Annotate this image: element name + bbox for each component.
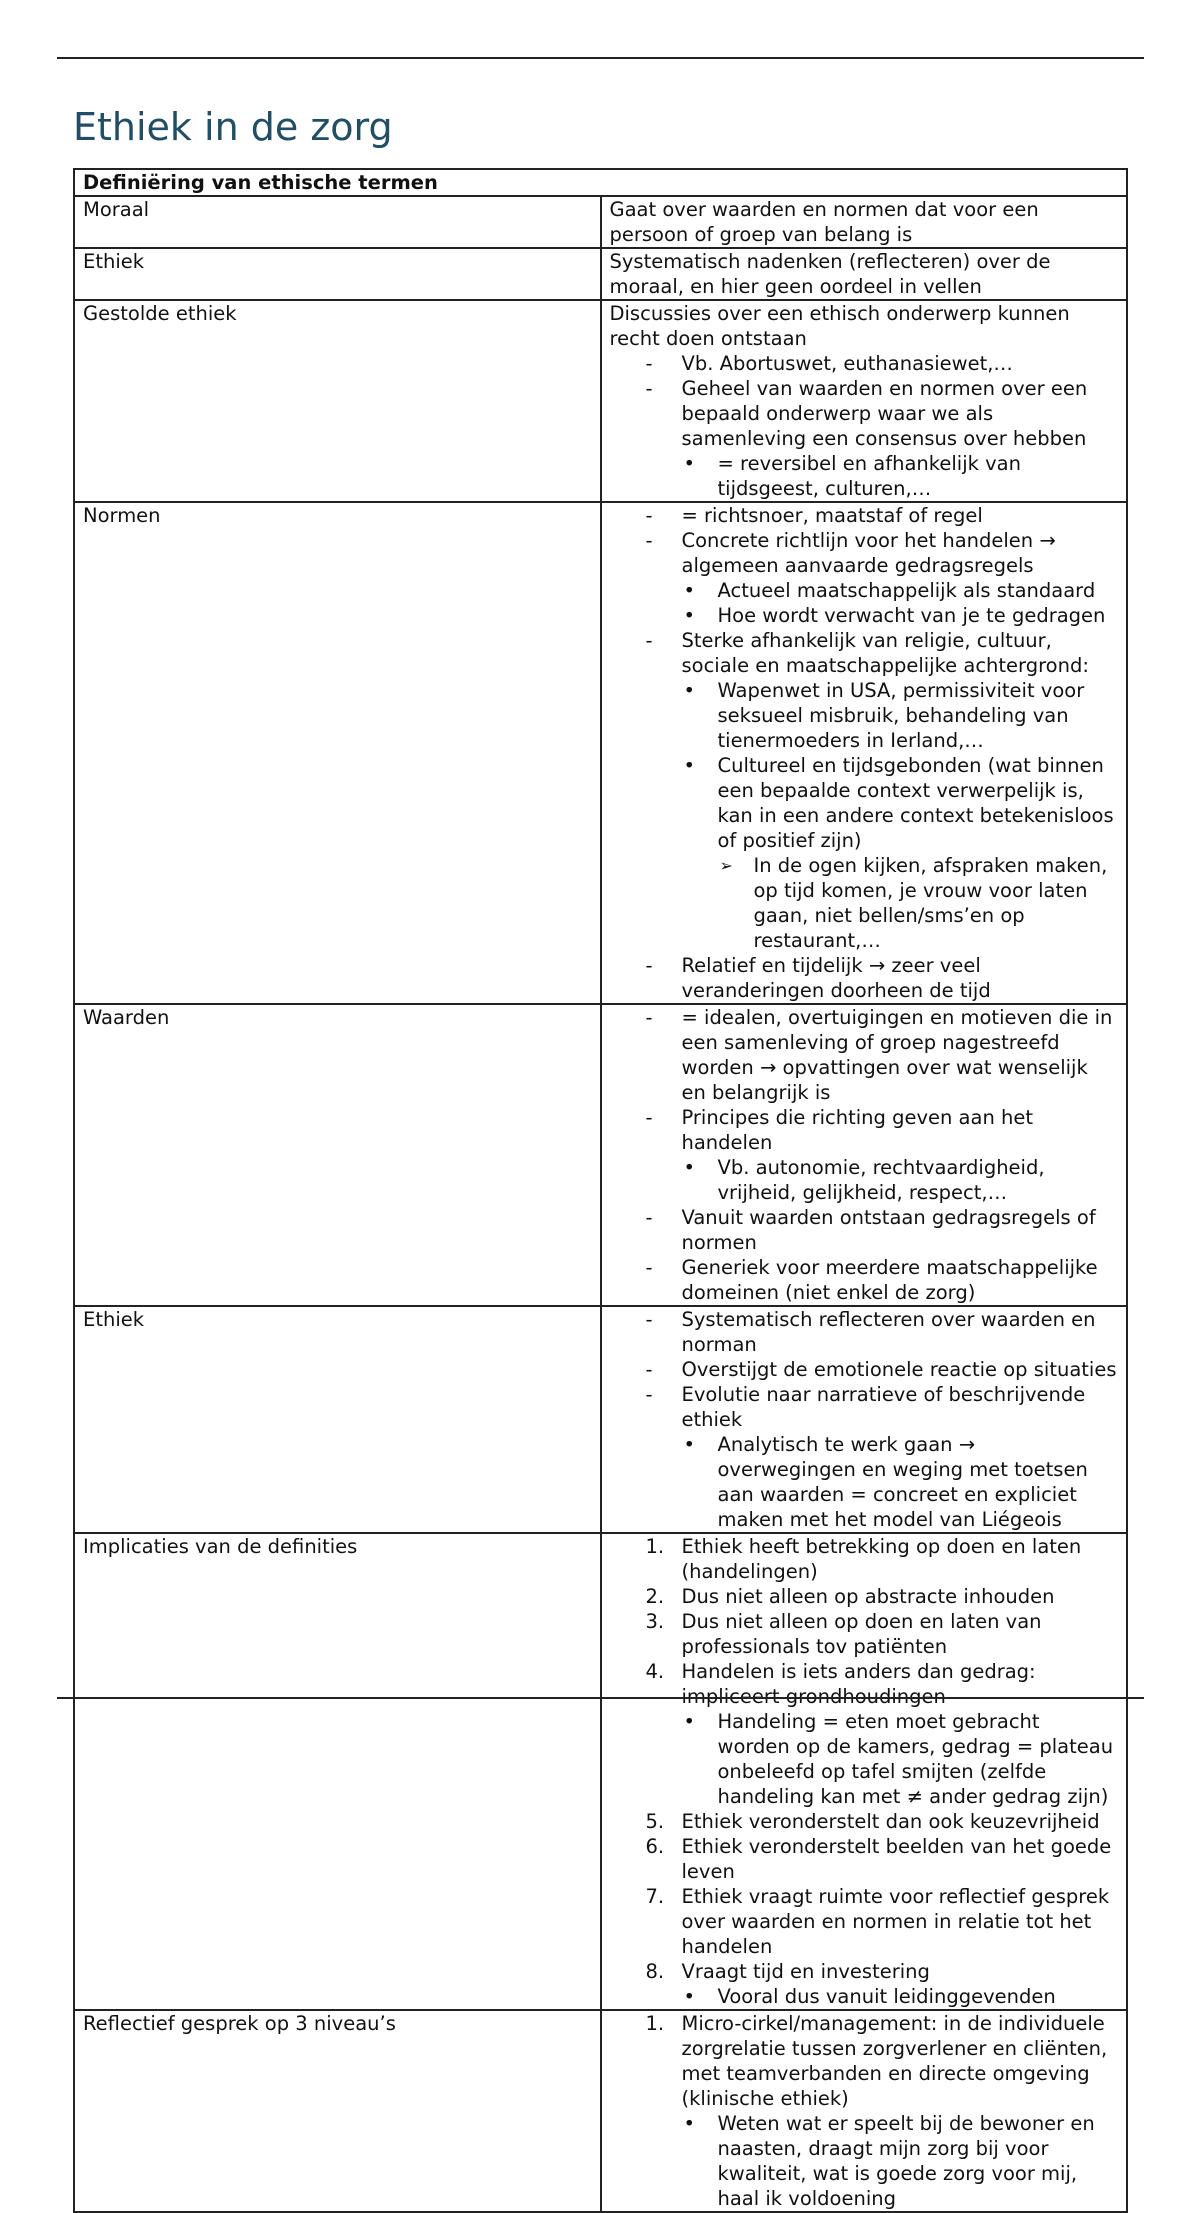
table-header-row [74, 169, 1127, 196]
bullet-list [682, 678, 1119, 953]
list-item: - Relatief en tijdelijk → zeer veel veranderingen doorheen de tijd [682, 953, 1119, 1003]
list-item: - = idealen, overtuigingen en motieven die in een samenleving of groep nagestreefd worden → opvattingen over wat wenselijk en belangrijk is [682, 1005, 1119, 1105]
list-item: - Vb. Abortuswet, euthanasiewet,… [682, 351, 1119, 376]
definition-cell [601, 1533, 1128, 2010]
list-item-text: Vraagt tijd en investering [681, 1960, 930, 1983]
arrow-list [718, 853, 1119, 953]
list-item [682, 2011, 1119, 2211]
list-item: - Overstijgt de emotionele reactie op situaties [682, 1357, 1119, 1382]
definition-cell [601, 1004, 1128, 1306]
bullet-list [682, 1984, 1119, 2009]
term-cell: Normen [74, 502, 601, 1004]
term-cell: Moraal [74, 196, 601, 248]
list-item-text: Cultureel en tijdsgebonden (wat binnen een bepaalde context verwerpelijk is, kan in een andere context betekenisloos of positief zijn) [717, 754, 1114, 852]
list-item [682, 1105, 1119, 1205]
list-item: • Vb. autonomie, rechtvaardigheid, vrijheid, gelijkheid, respect,… [718, 1155, 1119, 1205]
list-item: • Wapenwet in USA, permissiviteit voor seksueel misbruik, behandeling van tienermoeders in Ierland,… [718, 678, 1119, 753]
list-item: Dus niet alleen op abstracte inhouden [681, 1585, 1055, 1608]
list-item-text: Evolutie naar narratieve of beschrijvende ethiek [681, 1383, 1086, 1431]
list-item: - Systematisch reflecteren over waarden en norman [682, 1307, 1119, 1357]
list-item: - Vanuit waarden ontstaan gedragsregels of normen [682, 1205, 1119, 1255]
bullet-list [682, 1709, 1119, 1809]
list-item: - Generiek voor meerdere maatschappelijke domeinen (niet enkel de zorg) [682, 1255, 1119, 1305]
bullet-list [682, 578, 1119, 628]
list-item-text: Principes die richting geven aan het handelen [681, 1106, 1034, 1154]
list-item: Ethiek heeft betrekking op doen en laten (handelingen) [681, 1535, 1082, 1583]
definition-cell [601, 2010, 1128, 2212]
list-item: Ethiek veronderstelt beelden van het goede leven [681, 1835, 1112, 1883]
list-item [682, 628, 1119, 953]
table-row-ethiek-2 [74, 1306, 1127, 1533]
bullet-list [682, 1155, 1119, 1205]
list-item: • Weten wat er speelt bij de bewoner en naasten, draagt mijn zorg bij voor kwaliteit, wat is goede zorg voor mij, haal ik voldoening [718, 2111, 1119, 2211]
list-item: • = reversibel en afhankelijk van tijdsgeest, culturen,… [718, 451, 1119, 501]
definition-cell [601, 300, 1128, 502]
bottom-rule [57, 1697, 1144, 1699]
table-row-ethiek [74, 248, 1127, 300]
bullet-list [682, 2111, 1119, 2211]
list-item-text: Sterke afhankelijk van religie, cultuur, sociale en maatschappelijke achtergrond: [681, 629, 1089, 677]
list-item [682, 528, 1119, 628]
definition-cell [601, 502, 1128, 1004]
list-item [682, 1959, 1119, 2009]
list-item: ➢ In de ogen kijken, afspraken maken, op tijd komen, je vrouw voor laten gaan, niet bellen/sms’en op restaurant,… [754, 853, 1119, 953]
top-rule [57, 57, 1144, 59]
list-item: • Vooral dus vanuit leidinggevenden [718, 1984, 1119, 2009]
dash-list [610, 351, 1119, 501]
definition-cell [601, 1306, 1128, 1533]
list-item-text: Concrete richtlijn voor het handelen → algemeen aanvaarde gedragsregels [681, 529, 1056, 577]
definition-cell: Systematisch nadenken (reflecteren) over de moraal, en hier geen oordeel in vellen [601, 248, 1128, 300]
list-item: Dus niet alleen op doen en laten van professionals tov patiënten [681, 1610, 1042, 1658]
list-item: • Analytisch te werk gaan → overwegingen en weging met toetsen aan waarden = concreet en expliciet maken met het model van Liégeois [718, 1432, 1119, 1532]
list-item: • Handeling = eten moet gebracht worden op de kamers, gedrag = plateau onbeleefd op tafel smijten (zelfde handeling kan met ≠ ander gedrag zijn) [718, 1709, 1119, 1809]
numbered-list [610, 2011, 1119, 2211]
term-cell: Ethiek [74, 1306, 601, 1533]
table-row-waarden [74, 1004, 1127, 1306]
list-item-text: Micro-cirkel/management: in de individuele zorgrelatie tussen zorgverlener en cliënten, met teamverbanden en directe omgeving (klinische ethiek) [681, 2012, 1108, 2110]
table-row-reflectief-gesprek [74, 2010, 1127, 2212]
table-header: Definiëring van ethische termen [74, 169, 1127, 196]
term-cell: Waarden [74, 1004, 601, 1306]
list-item-text: Handelen is iets anders dan gedrag: impliceert grondhoudingen [681, 1660, 1036, 1708]
term-cell: Reflectief gesprek op 3 niveau’s [74, 2010, 601, 2212]
term-cell: Gestolde ethiek [74, 300, 601, 502]
list-item [682, 1382, 1119, 1532]
list-item [718, 753, 1119, 953]
table-row-moraal [74, 196, 1127, 248]
bullet-list [682, 1432, 1119, 1532]
definition-cell: Gaat over waarden en normen dat voor een persoon of groep van belang is [601, 196, 1128, 248]
list-item: • Hoe wordt verwacht van je te gedragen [718, 603, 1119, 628]
numbered-list [610, 1534, 1119, 2009]
list-item: Ethiek vraagt ruimte voor reflectief gesprek over waarden en normen in relatie tot het handelen [681, 1885, 1110, 1958]
table-row-gestolde-ethiek [74, 300, 1127, 502]
bullet-list [682, 451, 1119, 501]
dash-list [610, 1307, 1119, 1532]
list-item: • Actueel maatschappelijk als standaard [718, 578, 1119, 603]
table-row-normen [74, 502, 1127, 1004]
dash-list [610, 503, 1119, 1003]
dash-list [610, 1005, 1119, 1305]
term-cell: Implicaties van de definities [74, 1533, 601, 2010]
definitions-table [73, 168, 1128, 2213]
list-item [682, 1659, 1119, 1809]
term-cell: Ethiek [74, 248, 601, 300]
list-item: Ethiek veronderstelt dan ook keuzevrijheid [681, 1810, 1100, 1833]
list-item [682, 376, 1119, 501]
list-item-text: Geheel van waarden en normen over een bepaald onderwerp waar we als samenleving een consensus over hebben [681, 377, 1088, 450]
page-title: Ethiek in de zorg [73, 105, 393, 149]
list-item: - = richtsnoer, maatstaf of regel [682, 503, 1119, 528]
intro-text: Discussies over een ethisch onderwerp kunnen recht doen ontstaan [609, 302, 1070, 350]
table-row-implicaties [74, 1533, 1127, 2010]
